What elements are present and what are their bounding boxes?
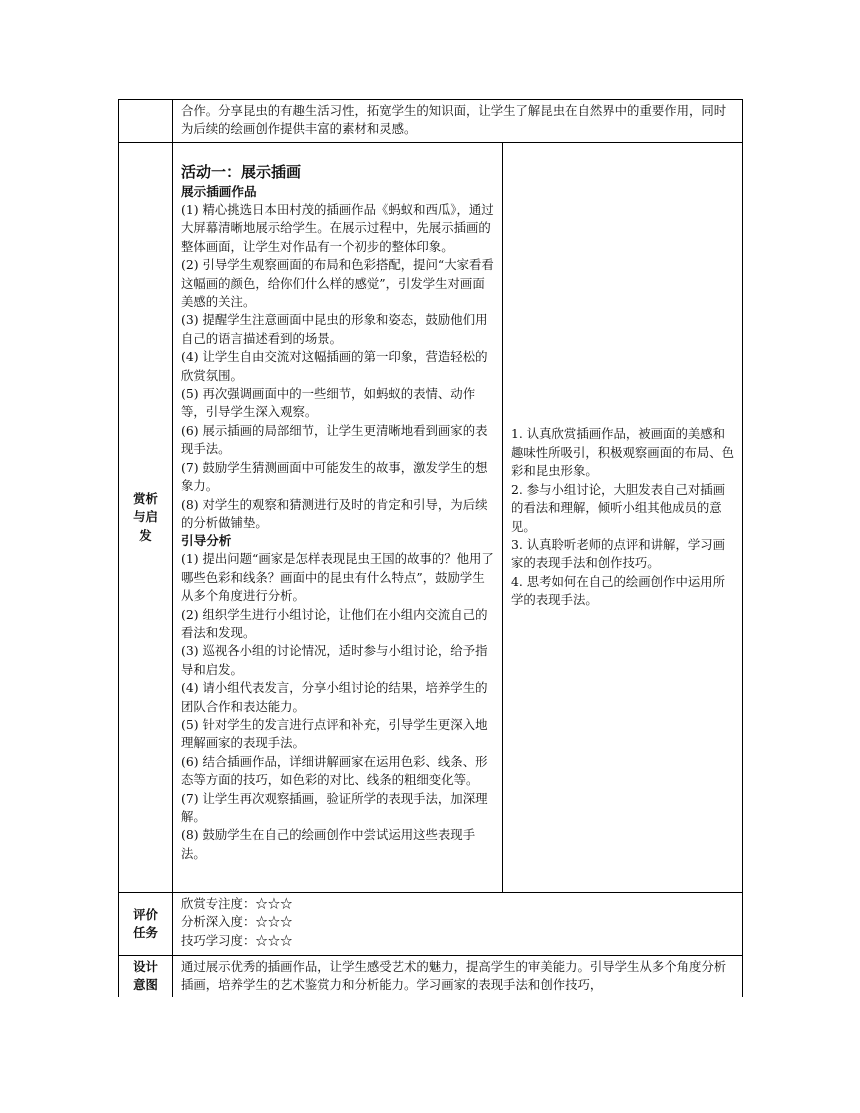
design-label: 设计意图 <box>119 956 173 997</box>
evaluation-item: 技巧学习度：☆☆☆ <box>181 932 293 948</box>
student-item: 1. 认真欣赏插画作品，被画面的美感和趣味性所吸引，积极观察画面的布局、色彩和昆虫形象。 <box>511 426 735 479</box>
section2-item: (3) 巡视各小组的讨论情况，适时参与小组讨论，给予指导和启发。 <box>181 643 488 677</box>
intro-text: 合作。分享昆虫的有趣生活习性，拓宽学生的知识面，让学生了解昆虫在自然界中的重要作用，同时为后续的绘画创作提供丰富的素材和灵感。 <box>173 100 743 143</box>
student-item: 3. 认真聆听老师的点评和讲解，学习画家的表现手法和创作技巧。 <box>511 536 726 571</box>
activity-title: 活动一：展示插画 <box>181 163 302 181</box>
section1-item: (8) 对学生的观察和猜测进行及时的肯定和引导，为后续的分析做铺垫。 <box>181 496 488 530</box>
evaluation-row <box>119 893 743 956</box>
lesson-plan-table <box>118 99 743 997</box>
appreciation-row <box>119 143 743 893</box>
intro-row <box>119 100 743 143</box>
section2-title: 引导分析 <box>181 533 232 549</box>
appreciation-label: 赏析与启发 <box>119 143 173 893</box>
design-text: 通过展示优秀的插画作品，让学生感受艺术的魅力，提高学生的审美能力。引导学生从多个角度分析插画，培养学生的艺术鉴赏力和分析能力。学习画家的表现手法和创作技巧， <box>173 956 743 997</box>
section2-item: (4) 请小组代表发言，分享小组讨论的结果，培养学生的团队合作和表达能力。 <box>181 680 488 714</box>
student-item: 2. 参与小组讨论，大胆发表自己对插画的看法和理解，倾听小组其他成员的意见。 <box>511 481 726 534</box>
section2-item: (5) 针对学生的发言进行点评和补充，引导学生更深入地理解画家的表现手法。 <box>181 716 488 751</box>
section1-item: (7) 鼓励学生猜测画面中可能发生的故事，激发学生的想象力。 <box>181 459 488 494</box>
evaluation-item: 分析深入度：☆☆☆ <box>181 914 293 930</box>
section2-item: (8) 鼓励学生在自己的绘画创作中尝试运用这些表现手法。 <box>181 827 476 861</box>
student-activity-cell <box>503 143 743 893</box>
evaluation-item: 欣赏专注度：☆☆☆ <box>181 896 293 911</box>
evaluation-cell <box>173 893 743 956</box>
section1-item: (6) 展示插画的局部细节，让学生更清晰地看到画家的表现手法。 <box>181 422 488 457</box>
section1-item: (3) 提醒学生注意画面中昆虫的形象和姿态，鼓励他们用自己的语言描述看到的场景。 <box>181 312 488 346</box>
section2-item: (6) 结合插画作品，详细讲解画家在运用色彩、线条、形态等方面的技巧，如色彩的对比、线条的粗细变化等。 <box>181 753 488 788</box>
section1-title: 展示插画作品 <box>181 184 257 199</box>
section1-item: (5) 再次强调画面中的一些细节，如蚂蚁的表情、动作等，引导学生深入观察。 <box>181 386 476 420</box>
section2-item: (2) 组织学生进行小组讨论，让他们在小组内交流自己的看法和发现。 <box>181 606 488 640</box>
evaluation-label: 评价任务 <box>119 893 173 956</box>
section2-item: (1) 提出问题“画家是怎样表现昆虫王国的故事的？他用了哪些色彩和线条？画面中的昆虫有什么特点”，鼓励学生从多个角度进行分析。 <box>181 551 494 604</box>
student-item: 4. 思考如何在自己的绘画创作中运用所学的表现手法。 <box>511 573 726 608</box>
teacher-activity-cell <box>173 143 503 893</box>
section1-item: (4) 让学生自由交流对这幅插画的第一印象，营造轻松的欣赏氛围。 <box>181 349 488 383</box>
section1-item: (2) 引导学生观察画面的布局和色彩搭配，提问“大家看看这幅画的颜色，给你们什么样的感觉”，引发学生对画面美感的关注。 <box>181 257 494 310</box>
design-row <box>119 956 743 997</box>
section1-item: (1) 精心挑选日本田村茂的插画作品《蚂蚁和西瓜》，通过大屏幕清晰地展示给学生。在展示过程中，先展示插画的整体画面，让学生对作品有一个初步的整体印象。 <box>181 202 494 254</box>
section2-item: (7) 让学生再次观察插画，验证所学的表现手法，加深理解。 <box>181 790 488 824</box>
intro-label-cell <box>119 100 173 143</box>
